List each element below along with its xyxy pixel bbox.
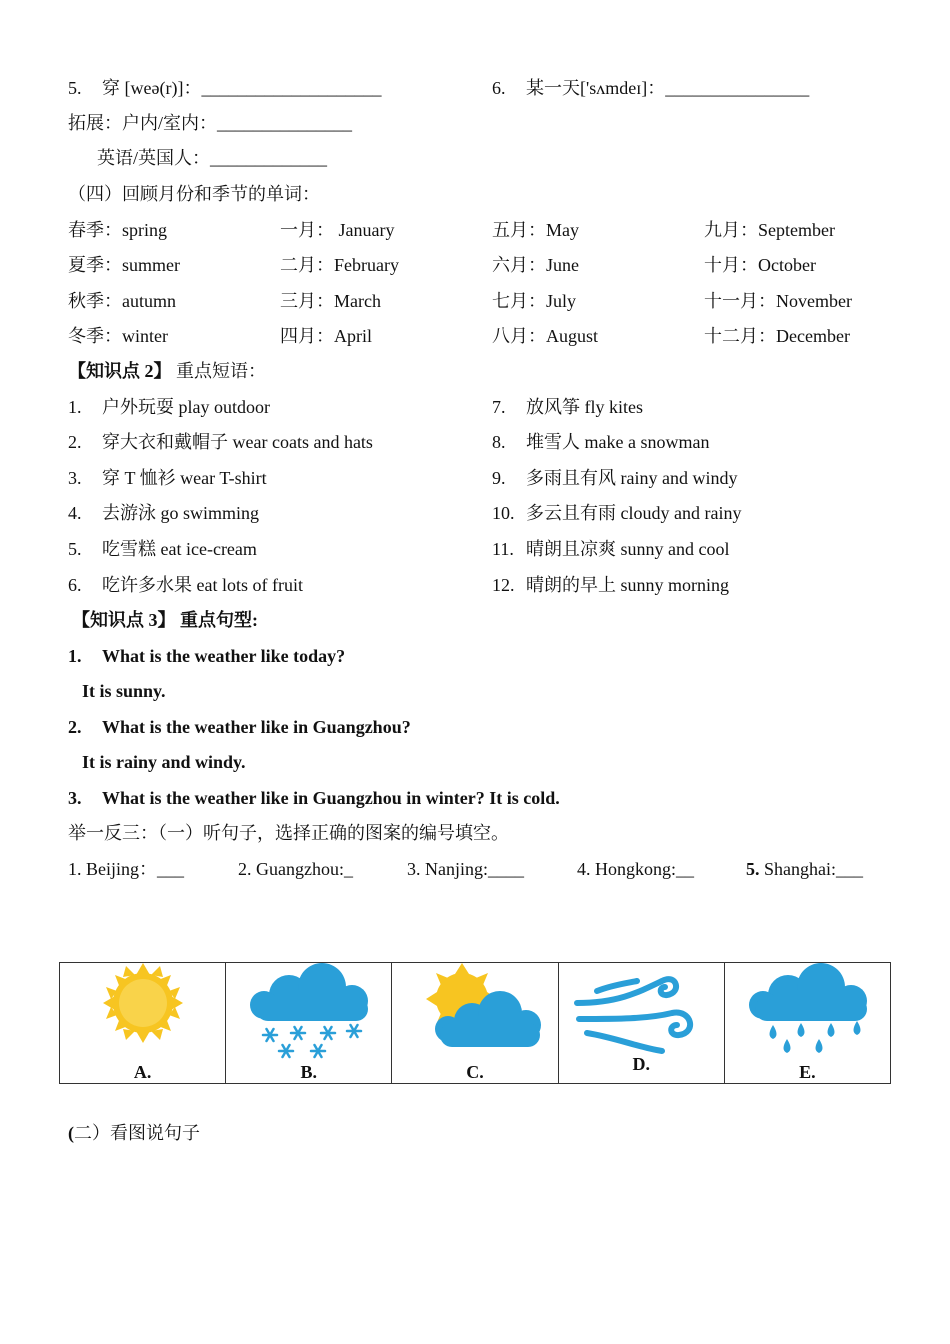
phrase-item: 10. 多云且有雨 cloudy and rainy <box>492 503 742 523</box>
picture-label-e: E. <box>799 1062 816 1082</box>
review-cell: 七月：July <box>492 291 577 311</box>
blank-nanjing: 3. Nanjing:____ <box>407 859 524 879</box>
blank-guangzhou: 2. Guangzhou:_ <box>238 859 353 879</box>
picture-cell-a <box>60 963 226 1083</box>
blank-shanghai: 5. Shanghai:___ <box>746 859 863 879</box>
phrase-item: 8. 堆雪人 make a snowman <box>492 432 710 452</box>
sentence-1-answer: It is sunny. <box>82 681 166 701</box>
picture-cell-c <box>392 963 558 1083</box>
review-cell: 秋季：autumn <box>68 291 176 311</box>
review-cell: 冬季：winter <box>68 326 168 346</box>
sentence-2-question: 2. What is the weather like in Guangzhou? <box>68 717 411 737</box>
knowledge-point-3-heading: 【知识点 3】 重点句型: <box>72 610 258 630</box>
phrase-item: 7. 放风筝 fly kites <box>492 397 643 417</box>
sentence-2-answer: It is rainy and windy. <box>82 752 246 772</box>
phrase-item: 11. 晴朗且凉爽 sunny and cool <box>492 539 730 559</box>
review-cell: 六月：June <box>492 255 579 275</box>
snow-cloud-icon <box>234 963 384 1063</box>
picture-cell-b <box>226 963 392 1083</box>
phrase-item: 2. 穿大衣和戴帽子 wear coats and hats <box>68 432 373 452</box>
phrase-item: 9. 多雨且有风 rainy and windy <box>492 468 738 488</box>
wind-icon <box>567 963 717 1063</box>
picture-cell-d <box>559 963 725 1083</box>
review-cell: 九月：September <box>704 220 835 240</box>
review-cell: 十二月：December <box>704 326 850 346</box>
review-cell: 二月：February <box>280 255 399 275</box>
review-cell: 五月：May <box>492 220 579 240</box>
sun-cloud-icon <box>400 963 550 1063</box>
picture-label-c: C. <box>466 1062 484 1082</box>
review-cell: 四月：April <box>280 326 372 346</box>
sentence-1-question: 1. What is the weather like today? <box>68 646 346 666</box>
part-2-heading: (二）看图说句子 <box>68 1123 200 1143</box>
picture-label-a: A. <box>133 1062 152 1082</box>
phrase-item: 4. 去游泳 go swimming <box>68 503 260 523</box>
blank-beijing: 1. Beijing：___ <box>68 859 184 879</box>
review-cell: 春季：spring <box>68 220 167 240</box>
phrase-item: 6. 吃许多水果 eat lots of fruit <box>68 575 303 595</box>
sun-icon <box>68 963 218 1063</box>
extension-line-2: 英语/英国人：_____________ <box>97 148 328 168</box>
review-cell: 十一月：November <box>704 291 852 311</box>
phrase-item: 1. 户外玩耍 play outdoor <box>68 397 270 417</box>
review-cell: 八月：August <box>492 326 599 346</box>
picture-label-b: B. <box>300 1062 318 1082</box>
phrase-item: 5. 吃雪糕 eat ice-cream <box>68 539 257 559</box>
practice-heading: 举一反三：（一）听句子，选择正确的图案的编号填空。 <box>68 823 509 843</box>
review-cell: 一月： January <box>280 220 395 240</box>
rain-cloud-icon <box>733 963 883 1063</box>
extension-line-1: 拓展：户内/室内：_______________ <box>68 113 353 133</box>
review-cell: 十月：October <box>704 255 816 275</box>
review-heading: （四）回顾月份和季节的单词： <box>68 184 320 204</box>
picture-label-d: D. <box>632 1054 650 1074</box>
review-cell: 夏季：summer <box>68 255 180 275</box>
blank-hongkong: 4. Hongkong:__ <box>577 859 694 879</box>
sentence-3: 3. What is the weather like in Guangzhou in winter? It is cold. <box>68 788 560 808</box>
review-cell: 三月：March <box>280 291 381 311</box>
vocab-item-6: 6. 某一天['sʌmdeɪ]：________________ <box>492 78 810 98</box>
phrase-item: 12. 晴朗的早上 sunny morning <box>492 575 730 595</box>
weather-picture-table <box>59 962 891 1084</box>
vocab-item-5: 5. 穿 [weə(r)]：____________________ <box>68 78 382 98</box>
phrase-item: 3. 穿 T 恤衫 wear T-shirt <box>68 468 267 488</box>
knowledge-point-2-heading: 【知识点 2】 重点短语： <box>68 361 266 381</box>
picture-cell-e <box>725 963 890 1083</box>
